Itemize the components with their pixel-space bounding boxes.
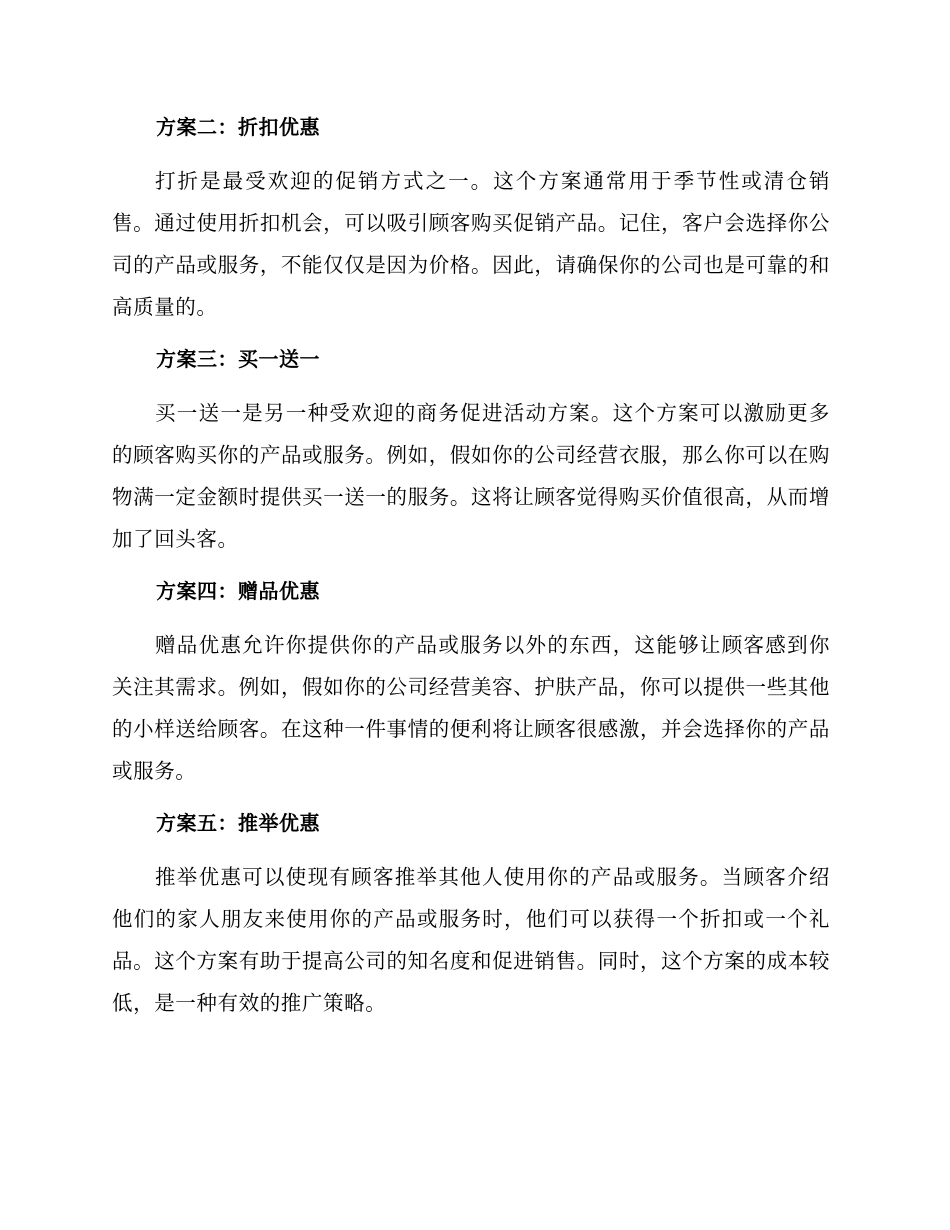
section-paragraph: 推举优惠可以使现有顾客推举其他人使用你的产品或服务。当顾客介绍他们的家人朋友来使用你的产品或服务时，他们可以获得一个折扣或一个礼品。这个方案有助于提高公司的知名度和促进销售。同时，这个方案的成本较低，是一种有效的推广策略。 <box>112 865 830 1015</box>
section-paragraph: 打折是最受欢迎的促销方式之一。这个方案通常用于季节性或清仓销售。通过使用折扣机会，可以吸引顾客购买促销产品。记住，客户会选择你公司的产品或服务，不能仅仅是因为价格。因此，请确保你的公司也是可靠的和高质量的。 <box>112 169 830 319</box>
section-referral <box>112 804 830 1024</box>
section-discount <box>112 108 830 328</box>
section-heading: 方案二：折扣优惠 <box>156 115 320 139</box>
section-buy-one-get-one <box>112 340 830 560</box>
section-paragraph: 赠品优惠允许你提供你的产品或服务以外的东西，这能够让顾客感到你关注其需求。例如，假如你的公司经营美容、护肤产品，你可以提供一些其他的小样送给顾客。在这种一件事情的便利将让顾客很感激，并会选择你的产品或服务。 <box>112 633 830 783</box>
section-gift <box>112 572 830 792</box>
section-heading: 方案四：赠品优惠 <box>156 579 320 603</box>
section-heading: 方案五：推举优惠 <box>156 811 320 835</box>
document-page <box>112 108 830 1036</box>
section-paragraph: 买一送一是另一种受欢迎的商务促进活动方案。这个方案可以激励更多的顾客购买你的产品或服务。例如，假如你的公司经营衣服，那么你可以在购物满一定金额时提供买一送一的服务。这将让顾客觉得购买价值很高，从而增加了回头客。 <box>112 401 830 551</box>
section-heading: 方案三：买一送一 <box>156 347 320 371</box>
